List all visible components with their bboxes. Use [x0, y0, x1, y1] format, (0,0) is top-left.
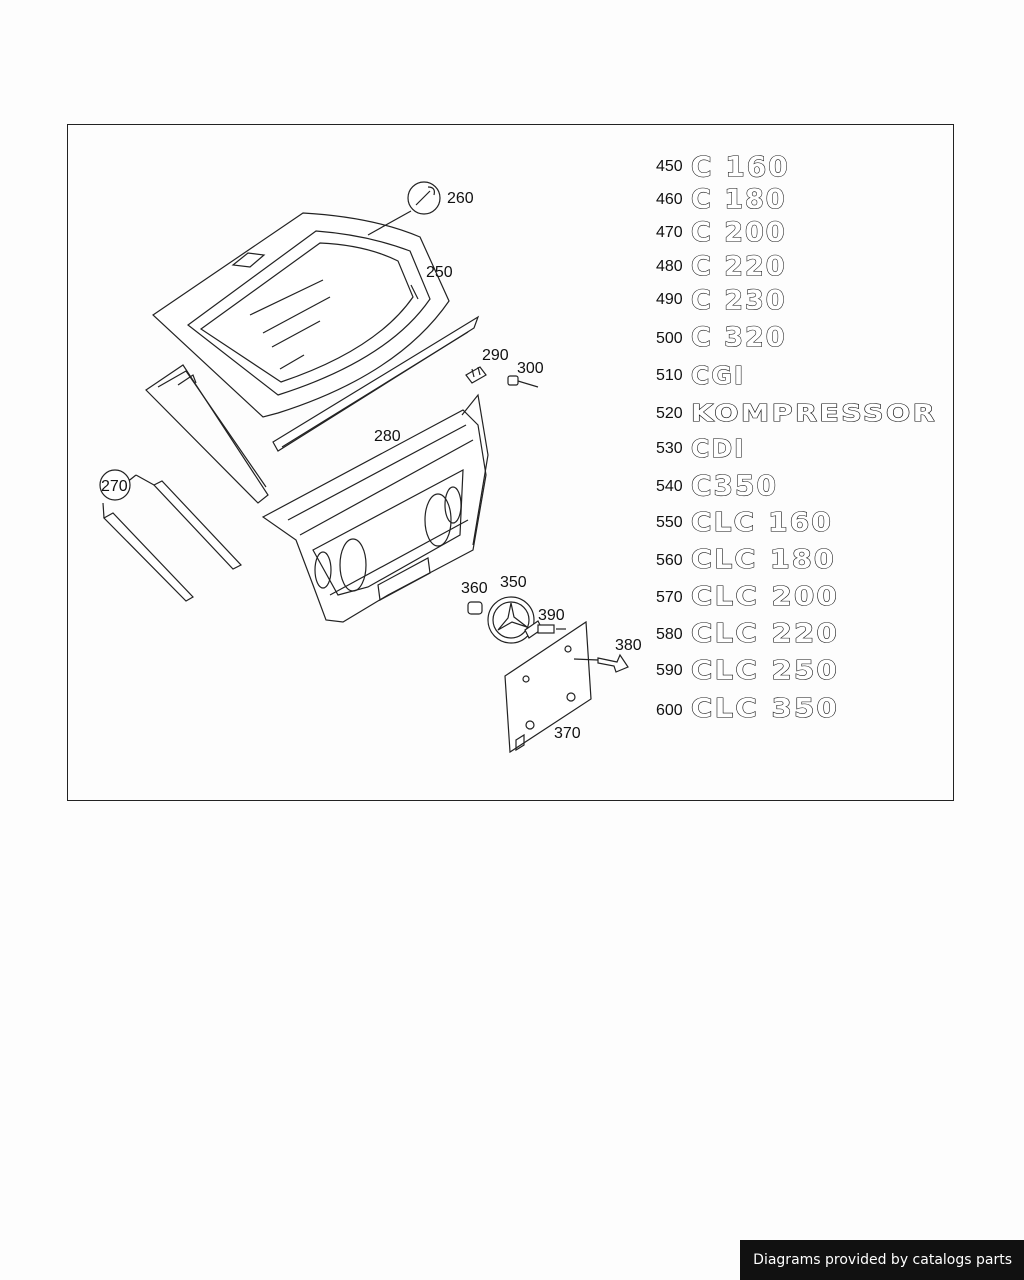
callout-350: 350 [500, 574, 527, 591]
emblem-part-number: 480 [656, 258, 683, 275]
emblem-badge: C350 [691, 469, 778, 502]
emblem-part-number: 450 [656, 158, 683, 175]
emblem-part-number: 600 [656, 702, 683, 719]
emblem-part-number: 490 [656, 291, 683, 308]
emblem-part-number: 530 [656, 440, 683, 457]
emblem-row [656, 285, 787, 316]
exploded-parts-diagram [68, 125, 955, 802]
callout-360: 360 [461, 580, 488, 597]
emblem-badge: KOMPRESSOR [691, 401, 937, 427]
emblem-badge: CLC 220 [691, 619, 839, 649]
callout-280: 280 [374, 428, 401, 445]
emblem-part-number: 460 [656, 191, 683, 208]
emblem-part-number: 520 [656, 405, 683, 422]
emblem-badge: C 160 [691, 150, 790, 183]
callout-270: 270 [101, 478, 128, 495]
emblem-part-number: 510 [656, 367, 683, 384]
emblem-part-number: 500 [656, 330, 683, 347]
emblem-badge: C 320 [691, 322, 787, 353]
emblem-row [656, 508, 833, 538]
emblem-badge: CLC 350 [691, 694, 839, 724]
emblem-badge: CDI [691, 434, 746, 463]
emblem-row [656, 656, 839, 686]
emblem-row [656, 694, 839, 724]
emblem-row [656, 322, 787, 353]
emblem-badge: C 180 [691, 184, 787, 215]
tailgate-frame-drawing [153, 182, 449, 417]
emblem-badge: C 220 [691, 251, 787, 282]
emblem-part-number: 560 [656, 552, 683, 569]
emblem-row [656, 401, 937, 427]
callout-390: 390 [538, 607, 565, 624]
emblem-badge: CLC 160 [691, 508, 833, 538]
emblem-row [656, 619, 839, 649]
emblem-part-number: 550 [656, 514, 683, 531]
emblem-part-number: 590 [656, 662, 683, 679]
callout-260: 260 [447, 190, 474, 207]
emblem-row [656, 469, 778, 502]
emblem-badge: C 230 [691, 285, 787, 316]
emblem-part-number: 580 [656, 626, 683, 643]
emblem-row [656, 545, 836, 575]
callout-290: 290 [482, 347, 509, 364]
emblem-row [656, 184, 787, 215]
emblem-row [656, 150, 790, 183]
callout-380: 380 [615, 637, 642, 654]
callout-370: 370 [554, 725, 581, 742]
callout-300: 300 [517, 360, 544, 377]
emblem-badge: CLC 250 [691, 656, 839, 686]
parts-diagram-frame [67, 124, 954, 801]
emblem-part-number: 570 [656, 589, 683, 606]
emblem-row [656, 434, 745, 463]
callout-250: 250 [426, 264, 453, 281]
emblem-row [656, 251, 787, 282]
emblem-row [656, 217, 787, 248]
emblem-row [656, 361, 745, 390]
emblem-badge: CGI [691, 361, 746, 390]
emblem-badge: CLC 200 [691, 582, 839, 612]
emblem-badge: C 200 [691, 217, 787, 248]
emblem-row [656, 582, 839, 612]
emblem-list [656, 150, 937, 724]
emblem-badge: CLC 180 [691, 545, 836, 575]
emblem-part-number: 470 [656, 224, 683, 241]
emblem-part-number: 540 [656, 478, 683, 495]
footer-credit-badge: Diagrams provided by catalogs parts [740, 1240, 1024, 1280]
